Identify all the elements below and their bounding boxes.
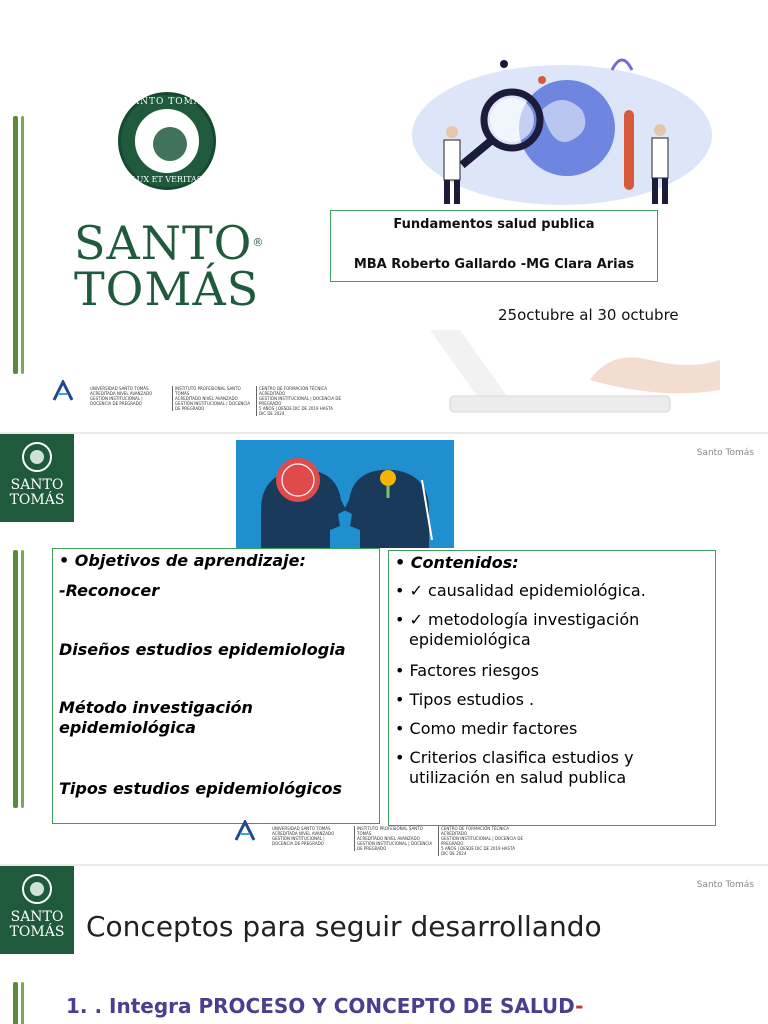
left-accent-bar-inner	[21, 550, 24, 808]
objective-item: epidemiológica	[59, 718, 196, 737]
course-title-box	[330, 210, 658, 282]
objective-item: Tipos estudios epidemiológicos	[59, 779, 343, 798]
title-slide	[0, 0, 768, 432]
left-accent-bar	[13, 550, 18, 808]
objectives-box	[52, 548, 380, 824]
objectives-heading: • Objetivos de aprendizaje:	[59, 551, 306, 570]
mini-seal-icon	[22, 442, 52, 472]
content-item: • Factores riesgos	[395, 661, 539, 680]
slide-title: Conceptos para seguir desarrollando	[86, 910, 602, 943]
seal-text: SANTO TOMÁS	[125, 97, 209, 107]
contents-box	[388, 550, 716, 826]
objective-item: -Reconocer	[59, 581, 160, 600]
content-item: • ✓ causalidad epidemiológica.	[395, 581, 646, 600]
concepts-slide	[0, 866, 768, 1024]
scientists-globe-illustration	[392, 40, 718, 210]
course-title: Fundamentos salud publica	[393, 217, 595, 232]
side-logo: SANTO TOMÁS	[0, 866, 74, 954]
left-accent-bar	[13, 982, 18, 1024]
objective-item: Diseños estudios epidemiologia	[59, 640, 346, 659]
seal-motto: LUX ET VERITAS	[131, 175, 203, 184]
accreditation-cft: CENTRO DE FORMACIÓN TÉCNICA ACREDITADO GESTIÓN INSTITUCIONAL | DOCENCIA DE PREGRADO 5 AÑOS | DESDE DIC DE 2019 HASTA DIC DE 2024	[256, 386, 341, 416]
content-item-cont: utilización en salud publica	[409, 768, 627, 787]
mini-seal-icon	[22, 874, 52, 904]
laptop-hand-image	[430, 330, 768, 432]
accreditation-strip: UNIVERSIDAD SANTO TOMÁS ACREDITADA NIVEL AVANZADO GESTIÓN INSTITUCIONAL | DOCENCIA DE PREGRADO INSTITUTO PROFESIONAL SANTO TOMÁS ACREDITADO NIVEL AVANZADO GESTIÓN INSTITUCIONAL | DOCENCIA DE PREGRADO CENTRO DE FORMACIÓN TÉCNICA ACREDITADO GESTIÓN INSTITUCIONAL | DOCENCIA DE PREGRADO 5 AÑOS | DESDE DIC DE 2019 HASTA DIC DE 2024	[230, 820, 522, 856]
accreditation-strip	[48, 380, 340, 416]
corner-brand: Santo Tomás	[696, 448, 754, 458]
two-heads-illustration	[236, 440, 454, 548]
santo-tomas-seal-logo	[118, 92, 216, 190]
concept-item: 1. . Integra PROCESO Y CONCEPTO DE SALUD-	[66, 994, 584, 1018]
content-item: • ✓ metodología investigación	[395, 610, 640, 629]
corner-brand: Santo Tomás	[696, 880, 754, 890]
left-accent-bar-inner	[21, 116, 24, 374]
objectives-slide	[0, 434, 768, 864]
left-accent-bar	[13, 116, 18, 374]
content-item: • Criterios clasifica estudios y	[395, 748, 634, 767]
side-logo: SANTO TOMÁS	[0, 434, 74, 522]
accreditation-institute: INSTITUTO PROFESIONAL SANTO TOMÁS ACREDITADO NIVEL AVANZADO GESTIÓN INSTITUCIONAL | DOCENCIA DE PREGRADO	[172, 386, 251, 411]
content-item: • Tipos estudios .	[395, 690, 535, 709]
seal-figure-icon	[153, 127, 187, 161]
content-item: • Como medir factores	[395, 719, 578, 738]
content-item-cont: epidemiológica	[409, 630, 531, 649]
accreditation-logo-icon	[52, 380, 74, 402]
objective-item: Método investigación	[59, 698, 253, 717]
left-accent-bar-inner	[21, 982, 24, 1024]
brand-wordmark: SANTO® TOMÁS	[74, 216, 265, 316]
instructors: MBA Roberto Gallardo -MG Clara Arias	[353, 257, 635, 272]
course-dates: 25octubre al 30 octubre	[498, 306, 679, 324]
contents-heading: • Contenidos:	[395, 553, 519, 572]
accreditation-university: UNIVERSIDAD SANTO TOMÁS ACREDITADA NIVEL AVANZADO GESTIÓN INSTITUCIONAL | DOCENCIA DE PREGRADO	[90, 386, 153, 406]
accreditation-logo-icon	[234, 820, 256, 842]
